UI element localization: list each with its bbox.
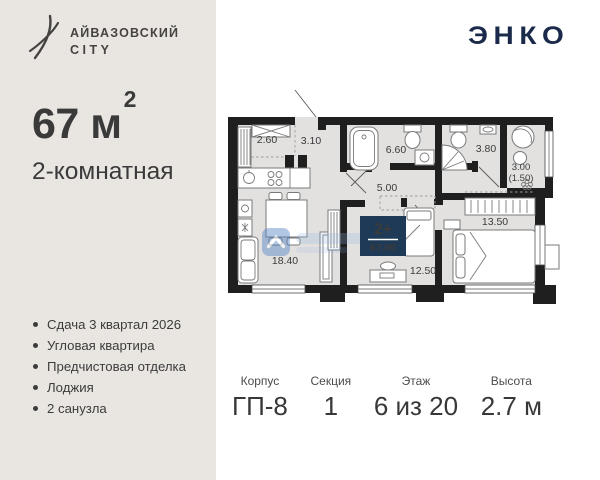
specs-row (232, 374, 542, 422)
bathtub-icon (350, 127, 378, 170)
spec-building: Корпус ГП-8 (232, 374, 288, 421)
room-area-label: 13.50 (481, 216, 509, 228)
bullet-icon (33, 364, 38, 369)
brand-city: CITY (70, 43, 113, 57)
bedroom-wardrobe-icon (465, 198, 535, 215)
area-superscript: 2 (123, 85, 136, 112)
small-sink-icon (480, 125, 496, 134)
feature-item: Сдача 3 квартал 2026 (33, 318, 186, 332)
spec-height: Высота 2.7 м (480, 374, 542, 421)
double-bed-icon (453, 230, 535, 283)
loggia-armchair-icon (512, 126, 534, 148)
watermark-house-icon (262, 228, 290, 256)
feature-item: Предчистовая отделка (33, 360, 186, 374)
badge-rooms: 2+ (374, 221, 392, 238)
sofa-icon (238, 237, 258, 283)
badge-area: 67.00 (369, 242, 397, 254)
room-area-label: 2.60 (256, 134, 278, 146)
feature-item: 2 санузла (33, 402, 186, 416)
brand-name: АЙВАЗОВСКИЙ (70, 26, 180, 40)
feature-list (33, 318, 186, 423)
bullet-icon (33, 343, 38, 348)
bullet-icon (33, 322, 38, 327)
watermark-subtext-blur (296, 247, 348, 253)
single-bed-icon (404, 208, 434, 256)
hallway-wardrobe-icon (238, 127, 251, 167)
developer-logo: ЭНКО (468, 22, 570, 50)
room-area-label: 18.40 (271, 255, 299, 267)
nightstand-icon (444, 220, 460, 229)
toilet-icon (450, 125, 467, 148)
kitchen-counter-icon (238, 168, 310, 188)
spec-section: Секция 1 (310, 374, 352, 421)
bullet-icon (33, 406, 38, 411)
sink-icon (404, 125, 421, 149)
feature-item: Угловая квартира (33, 339, 186, 353)
washing-machine-icon (415, 150, 434, 165)
brand-a-mark-icon (28, 14, 62, 60)
apartment-area: 67 $м^2$ (32, 85, 136, 148)
room-area-label: 5.00 (376, 182, 398, 194)
brand-logo (28, 14, 179, 60)
room-area-label: 6.60 (385, 144, 407, 156)
room-area-label: 12.50 (409, 265, 437, 277)
floor-plan (220, 77, 570, 317)
area-badge (360, 216, 406, 256)
room-area-label: 3.10 (300, 135, 322, 147)
room-area-label: (1.50) (508, 173, 534, 184)
feature-item: Лоджия (33, 381, 186, 395)
spec-floor: Этаж 6 из 20 (373, 374, 459, 421)
room-area-label: 3.00 (511, 162, 531, 173)
apartment-type: 2-комнатная (32, 158, 174, 185)
bullet-icon (33, 385, 38, 390)
outer-column (545, 245, 559, 269)
room-area-label: 3.80 (475, 143, 497, 155)
